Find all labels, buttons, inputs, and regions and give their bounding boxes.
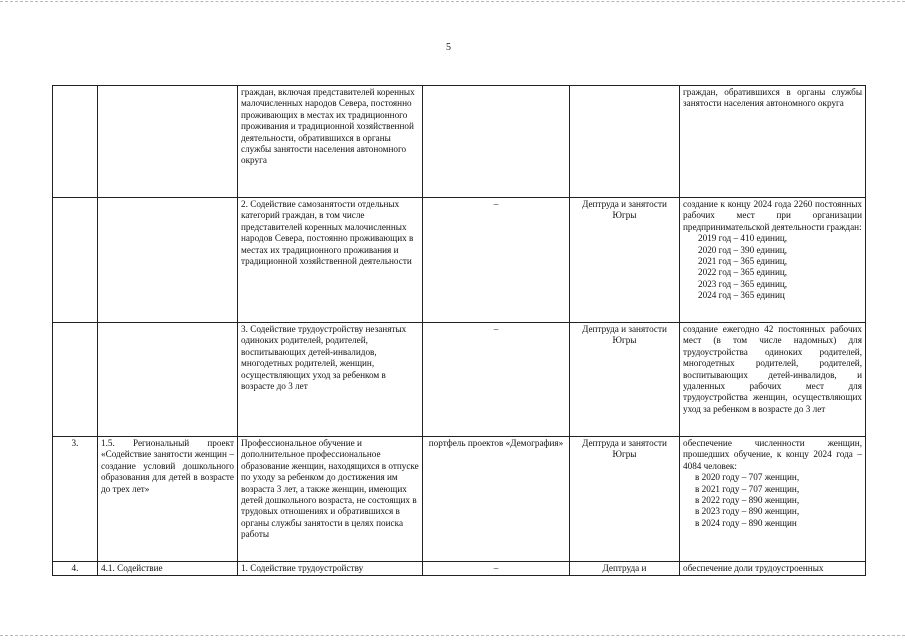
table-row — [53, 198, 866, 323]
action-cell: 3. Содействие трудоустройству незанятых одиноких родителей, родителей, воспитывающих детей-инвалидов, многодетных родителей, женщин, осуществляющих уход за ребенком в возрасте до 3 лет — [238, 323, 423, 437]
executor-cell: Дептруда и занятости Югры — [570, 323, 680, 437]
row-number-cell — [53, 323, 98, 437]
year-value: в 2021 году – 707 женщин, — [695, 483, 800, 494]
executor-cell — [570, 86, 680, 198]
year-value: в 2024 году – 890 женщин — [695, 517, 797, 528]
program-table — [52, 85, 866, 576]
row-number-cell: 4. — [53, 562, 98, 576]
row-number-cell — [53, 86, 98, 198]
funding-source-cell: – — [423, 562, 570, 576]
row-number-cell — [53, 198, 98, 323]
year-value: 2022 год – 365 единиц, — [698, 267, 788, 278]
result-text: создание ежегодно 42 постоянных рабочих мест (в том числе надомных) для трудоустройства одиноких родителей, многодетных родителей, родителей, воспитывающих детей-инвалидов, и удаленных рабочих мест для трудоустройства женщин, осуществляющих уход за ребенком в возрасте до 3 лет — [683, 324, 862, 414]
bottom-scan-edge — [0, 635, 905, 636]
result-cell — [680, 562, 866, 576]
action-cell: 1. Содействие трудоустройству — [238, 562, 423, 576]
result-text: создание к концу 2024 года 2260 постоянных рабочих мест при организации предпринимательской деятельности граждан: — [683, 199, 862, 232]
year-value: в 2022 году – 890 женщин, — [695, 495, 800, 506]
table-row — [53, 323, 866, 437]
result-cell — [680, 86, 866, 198]
result-cell — [680, 198, 866, 323]
executor-cell: Дептруда и — [570, 562, 680, 576]
funding-source-cell: портфель проектов «Демография» — [423, 437, 570, 562]
project-name-cell: 4.1. Содействие — [98, 562, 238, 576]
action-cell: Профессиональное обучение и дополнительное профессиональное образование женщин, находящихся в отпуске по уходу за ребенком до достижения им возраста 3 лет, а также женщин, имеющих детей дошкольного возраста, не состоящих в трудовых отношениях и обратившихся в органы службы занятости в целях поиска работы — [238, 437, 423, 562]
funding-source-cell — [423, 86, 570, 198]
year-value: 2019 год – 410 единиц, — [698, 233, 788, 244]
funding-source-cell: – — [423, 323, 570, 437]
top-scan-edge — [0, 1, 905, 2]
result-text: обеспечение численности женщин, прошедших обучение, к концу 2024 года – 4084 человек: — [683, 438, 862, 471]
result-cell — [680, 437, 866, 562]
page-number: 5 — [446, 42, 451, 53]
result-text: обеспечение доли трудоустроенных — [683, 563, 824, 573]
year-value: 2023 год – 365 единиц, — [698, 278, 788, 289]
project-name-cell — [98, 86, 238, 198]
result-text: граждан, обратившихся в органы службы занятости населения автономного округа — [683, 87, 862, 109]
action-cell: 2. Содействие самозанятости отдельных категорий граждан, в том числе представителей коренных малочисленных народов Севера, постоянно проживающих в местах их традиционного проживания и традиционной хозяйственной деятельности — [238, 198, 423, 323]
project-name-cell — [98, 198, 238, 323]
year-value: в 2020 году – 707 женщин, — [695, 472, 800, 483]
project-name-cell: 1.5. Региональный проект «Содействие занятости женщин – создание условий дошкольного образования для детей в возрасте до трех лет» — [98, 437, 238, 562]
project-name-cell — [98, 323, 238, 437]
executor-cell: Дептруда и занятости Югры — [570, 437, 680, 562]
result-cell — [680, 323, 866, 437]
year-value: 2020 год – 390 единиц, — [698, 244, 788, 255]
row-number-cell: 3. — [53, 437, 98, 562]
action-cell: граждан, включая представителей коренных малочисленных народов Севера, постоянно проживающих в местах их традиционного проживания и традиционной хозяйственной деятельности, обратившихся в органы службы занятости населения автономного округа — [238, 86, 423, 198]
table-row — [53, 437, 866, 562]
year-value: 2024 год – 365 единиц — [698, 290, 785, 301]
table-row — [53, 86, 866, 198]
executor-cell: Дептруда и занятости Югры — [570, 198, 680, 323]
funding-source-cell: – — [423, 198, 570, 323]
year-value: 2021 год – 365 единиц, — [698, 256, 788, 267]
year-value: в 2023 году – 890 женщин, — [695, 506, 800, 517]
table-row — [53, 562, 866, 576]
